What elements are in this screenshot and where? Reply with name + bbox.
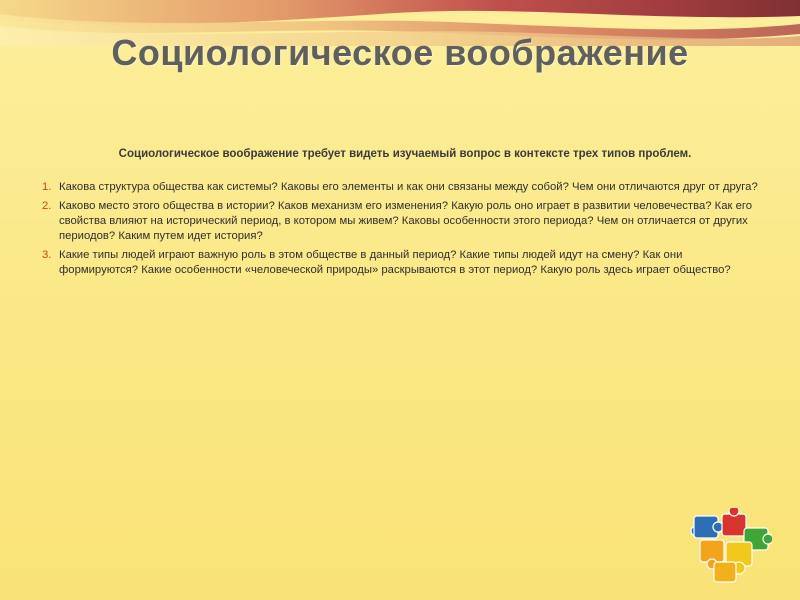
list-item [42,180,764,195]
list-item-number: 3. [42,249,52,262]
list-item-text: Каково место этого общества в истории? Каков механизм его изменения? Какую роль оно играет в развитии человечества? Как его свойства влияют на исторический период, в котором мы живем? Каковы особенности этого периода? Чем он отличается от других периодов? Каким путем идет история? [59,200,753,243]
list-item-text: Какова структура общества как системы? Каковы его элементы и как они связаны между собой? Чем они отличаются друг от друга? [59,181,758,193]
list-item [42,248,764,278]
list-item [42,199,764,244]
question-list [42,180,764,282]
puzzle-pieces-icon [686,508,772,586]
list-item-number: 2. [42,200,52,213]
page-title: Социологическое воображение [111,32,689,73]
intro-text: Социологическое воображение требует видеть изучаемый вопрос в контексте трех типов проблем. [118,148,692,160]
list-item-number: 1. [42,181,52,193]
list-item-text: Какие типы людей играют важную роль в этом обществе в данный период? Какие типы людей идут на смену? Как они формируются? Какие особенности «человеческой природы» раскрываются в этот период? Какую роль здесь играет общество? [59,249,731,277]
